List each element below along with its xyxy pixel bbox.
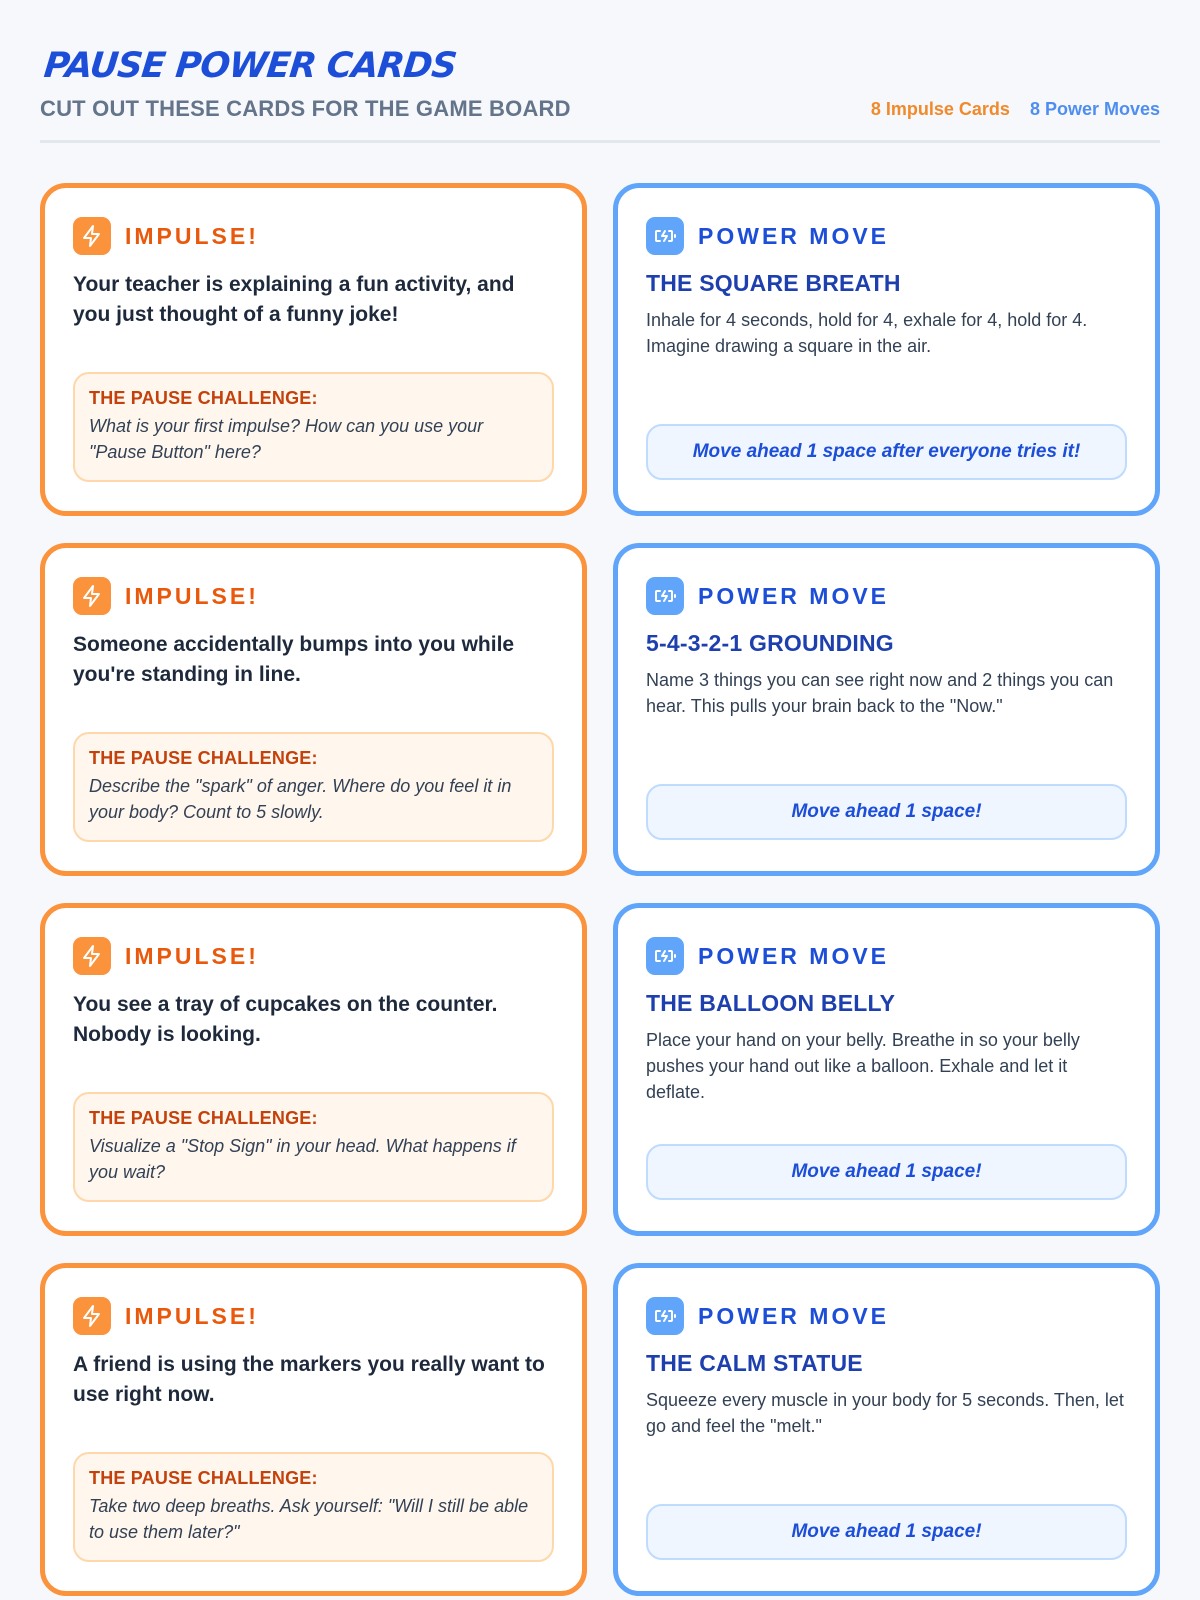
- impulse-label: IMPULSE!: [125, 942, 259, 969]
- power-move-description: Squeeze every muscle in your body for 5 seconds. Then, let go and feel the "melt.": [646, 1390, 1124, 1436]
- power-label: POWER MOVE: [698, 582, 890, 609]
- page-title: PAUSE POWER CARDS: [42, 46, 458, 86]
- challenge-text: What is your first impulse? How can you use your "Pause Button" here?: [89, 416, 484, 462]
- reward-box: Move ahead 1 space!: [646, 784, 1127, 840]
- reward-box: Move ahead 1 space!: [646, 1504, 1127, 1560]
- power-card: [613, 183, 1160, 516]
- power-label: POWER MOVE: [698, 222, 890, 249]
- pause-challenge-box: [73, 732, 554, 842]
- battery-charging-icon: [646, 577, 684, 615]
- pause-challenge-box: [73, 1452, 554, 1562]
- power-move-title: THE BALLOON BELLY: [646, 990, 896, 1016]
- impulse-count: 8 Impulse Cards: [870, 99, 1010, 119]
- power-count: 8 Power Moves: [1029, 99, 1160, 119]
- impulse-scenario: You see a tray of cupcakes on the counter. Nobody is looking.: [73, 993, 498, 1046]
- power-move-description: Inhale for 4 seconds, hold for 4, exhale for 4, hold for 4. Imagine drawing a square in the air.: [646, 310, 1088, 356]
- impulse-label: IMPULSE!: [125, 222, 259, 249]
- challenge-text: Describe the "spark" of anger. Where do you feel it in your body? Count to 5 slowly.: [89, 776, 512, 822]
- challenge-text: Visualize a "Stop Sign" in your head. What happens if you wait?: [89, 1136, 516, 1182]
- battery-charging-icon: [646, 1297, 684, 1335]
- impulse-scenario: A friend is using the markers you really want to use right now.: [73, 1353, 545, 1406]
- power-move-title: THE SQUARE BREATH: [646, 270, 901, 296]
- challenge-title: THE PAUSE CHALLENGE:: [89, 1108, 318, 1128]
- impulse-scenario: Your teacher is explaining a fun activity, and you just thought of a funny joke!: [73, 273, 515, 326]
- pause-challenge-box: [73, 372, 554, 482]
- header: [40, 0, 1160, 143]
- power-move-title: THE CALM STATUE: [646, 1350, 863, 1376]
- impulse-label: IMPULSE!: [125, 582, 259, 609]
- impulse-card: [40, 1263, 587, 1596]
- reward-box: Move ahead 1 space!: [646, 1144, 1127, 1200]
- impulse-card: [40, 183, 587, 516]
- battery-charging-icon: [646, 217, 684, 255]
- power-label: POWER MOVE: [698, 942, 890, 969]
- lightning-icon: [73, 937, 111, 975]
- power-label: POWER MOVE: [698, 1302, 890, 1329]
- battery-charging-icon: [646, 937, 684, 975]
- pause-challenge-box: [73, 1092, 554, 1202]
- challenge-title: THE PAUSE CHALLENGE:: [89, 1468, 318, 1488]
- challenge-title: THE PAUSE CHALLENGE:: [89, 388, 318, 408]
- lightning-icon: [73, 577, 111, 615]
- lightning-icon: [73, 217, 111, 255]
- impulse-card: [40, 903, 587, 1236]
- power-card: [613, 903, 1160, 1236]
- power-move-description: Place your hand on your belly. Breathe in so your belly pushes your hand out like a balloon. Exhale and let it deflate.: [646, 1030, 1080, 1102]
- impulse-label: IMPULSE!: [125, 1302, 259, 1329]
- lightning-icon: [73, 1297, 111, 1335]
- card-counts: [871, 99, 1160, 120]
- card-grid: [40, 183, 1160, 1596]
- impulse-scenario: Someone accidentally bumps into you while you're standing in line.: [73, 633, 515, 686]
- power-move-title: 5-4-3-2-1 GROUNDING: [646, 630, 894, 656]
- challenge-title: THE PAUSE CHALLENGE:: [89, 748, 318, 768]
- reward-box: Move ahead 1 space after everyone tries it!: [646, 424, 1127, 480]
- power-card: [613, 543, 1160, 876]
- power-move-description: Name 3 things you can see right now and 2 things you can hear. This pulls your brain back to the "Now.": [646, 670, 1114, 716]
- challenge-text: Take two deep breaths. Ask yourself: "Will I still be able to use them later?": [89, 1496, 529, 1542]
- impulse-card: [40, 543, 587, 876]
- power-card: [613, 1263, 1160, 1596]
- page-subtitle: CUT OUT THESE CARDS FOR THE GAME BOARD: [40, 96, 571, 121]
